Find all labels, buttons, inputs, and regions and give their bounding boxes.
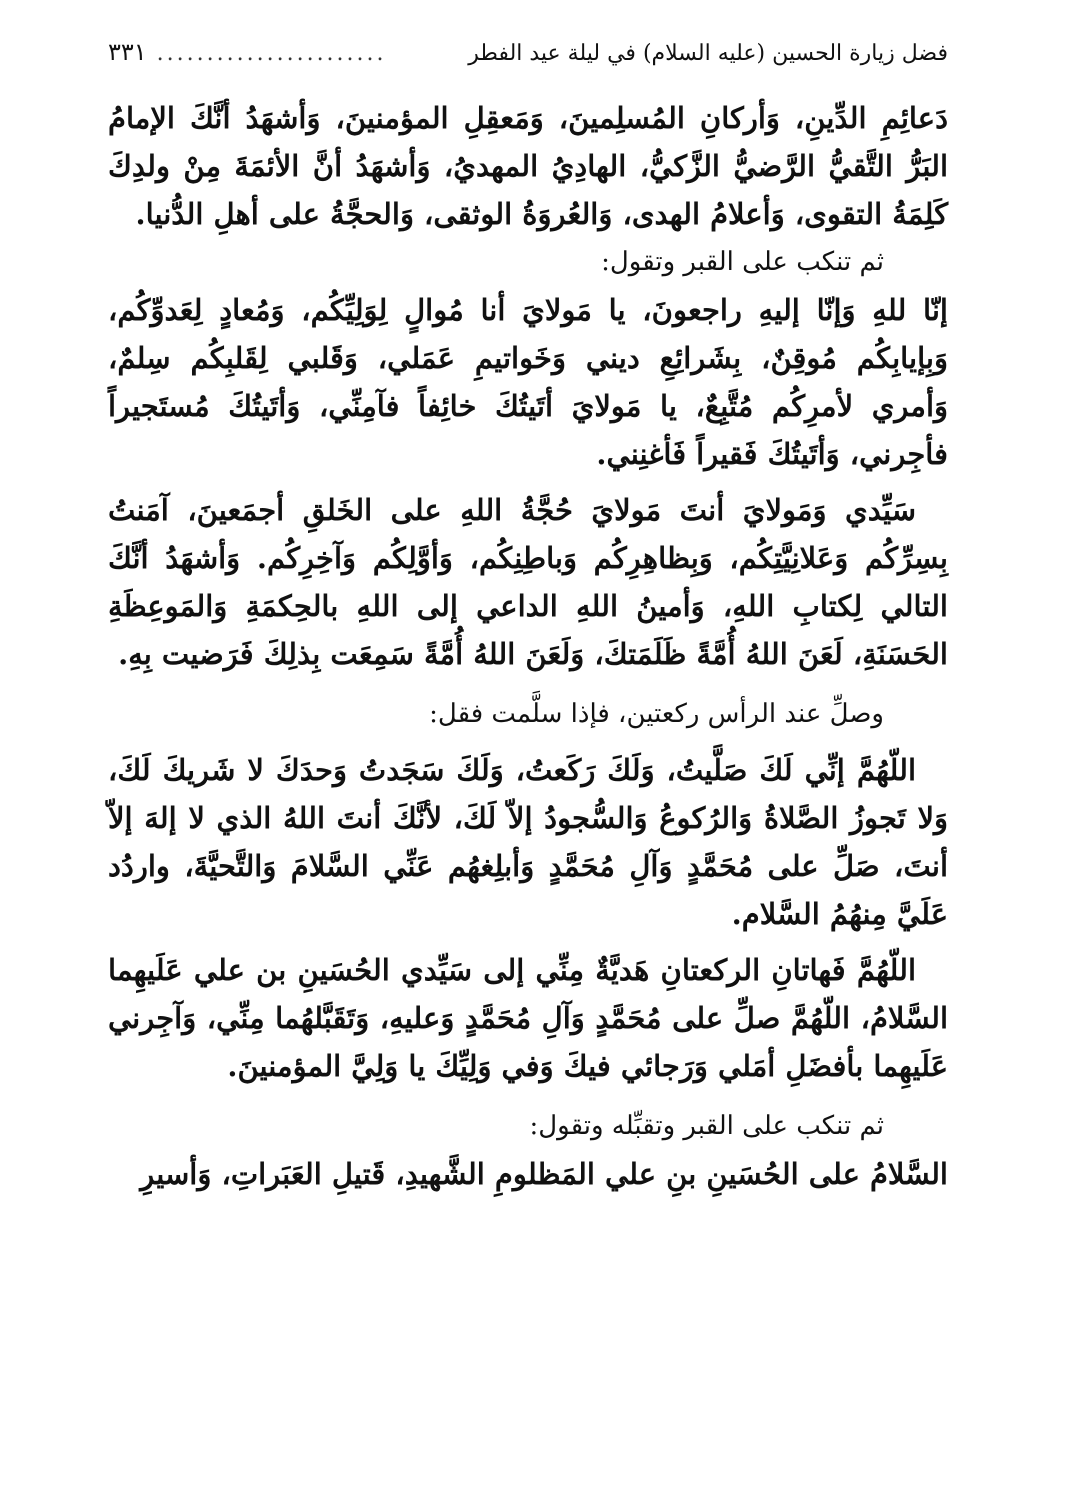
- leader-dots: .......................: [156, 41, 387, 66]
- body-text: [108, 94, 948, 1198]
- prayer-paragraph-continuation: دَعائِمِ الدِّينِ، وَأركانِ المُسلِمينَ، وَمَعقِلِ المؤمنينَ، وَأشهَدُ أنَّكَ الإمامُ البَرُّ التَّقيُّ الرَّضيُّ الزَّكيُّ، الهادِيُ المهديُ، وَأشهَدُ أنَّ الأئمَةَ مِنْ ولدِكَ كَلِمَةُ التقوى، وَأعلامُ الهدى، وَالعُروَةُ الوثقى، وَالحجَّةُ على أهلِ الدُّنيا.: [108, 101, 948, 231]
- instruction-line: ثم تنكب على القبر وتقول:: [601, 247, 884, 277]
- instruction-line: ثم تنكب على القبر وتقبِّله وتقول:: [529, 1111, 884, 1141]
- prayer-paragraph: إنّا للهِ وَإنّا إليهِ راجعونَ، يا مَولايَ أنا مُوالٍ لِوَلِيِّكُم، وَمُعادٍ لِعَدوِّكُم، وَبِإيابِكُم مُوقِنٌ، بِشَرائِعِ ديني وَخَواتيمِ عَمَلي، وَقَلبي لِقَلبِكُم سِلمٌ، وَأمري لأمرِكُم مُتَّبِعٌ، يا مَولايَ أتَيتُكَ خائِفاً فآمِنِّي، وَأتَيتُكَ مُستَجيراً فأجِرني، وَأتَيتُكَ فَقيراً فَأغنِني.: [108, 293, 949, 471]
- prayer-paragraph: اللّهُمَّ فَهاتانِ الركعتانِ هَديَّةٌ مِنِّي إلى سَيِّدي الحُسَينِ بن علي عَلَيهِما السَّلامُ، اللّهُمَّ صلِّ على مُحَمَّدٍ وَآلِ مُحَمَّدٍ وَعليهِ، وَتَقَبَّلهُما مِنِّي، وَآجِرني عَلَيهِما بأفضَلِ أمَلي وَرَجائي فيكَ وَفي وَلِيِّكَ يا وَلِيَّ المؤمنينَ.: [108, 953, 948, 1083]
- instruction-line: وصلِّ عند الرأس ركعتين، فإذا سلَّمت فقل:: [429, 699, 884, 729]
- prayer-paragraph-start: السَّلامُ على الحُسَينِ بنِ علي المَظلومِ الشَّهيدِ، قَتيلِ العَبَراتِ، وَأسيرِ: [140, 1157, 948, 1191]
- running-header: [108, 38, 948, 88]
- prayer-paragraph: اللّهُمَّ إنِّي لَكَ صَلَّيتُ، وَلَكَ رَكَعتُ، وَلَكَ سَجَدتُ وَحدَكَ لا شَريكَ لَكَ، وَلا تَجوزُ الصَّلاةُ وَالرُكوعُ وَالسُّجودُ إلاّ لَكَ، لأنَّكَ أنتَ اللهُ الذي لا إلهَ إلاّ أنتَ، صَلِّ على مُحَمَّدٍ وَآلِ مُحَمَّدٍ وَأبلِغهُم عَنِّي السَّلامَ وَالتَّحيَّةَ، واردُد عَلَيَّ مِنهُمُ السَّلام.: [108, 753, 948, 931]
- page-number: ٣٣١: [108, 38, 147, 66]
- running-title: فضل زيارة الحسين (عليه السلام) في ليلة عيد الفطر: [468, 41, 948, 66]
- prayer-paragraph: سَيِّدي وَمَولايَ أنتَ مَولايَ حُجَّةُ اللهِ على الخَلقِ أجمَعينَ، آمَنتُ بِسِرِّكُم وَعَلانِيَّتِكُم، وَبِظاهِرِكُم وَباطِنِكُم، وَأوَّلِكُم وَآخِرِكُم. وَأشهَدُ أنَّكَ التالي لِكتابِ اللهِ، وَأمينُ اللهِ الداعي إلى اللهِ بالحِكمَةِ وَالمَوعِظَةِ الحَسَنَةِ، لَعَنَ اللهُ أُمَّةً ظَلَمَتكَ، وَلَعَنَ اللهُ أُمَّةً سَمِعَت بِذلِكَ فَرَضيت بِهِ.: [108, 493, 948, 671]
